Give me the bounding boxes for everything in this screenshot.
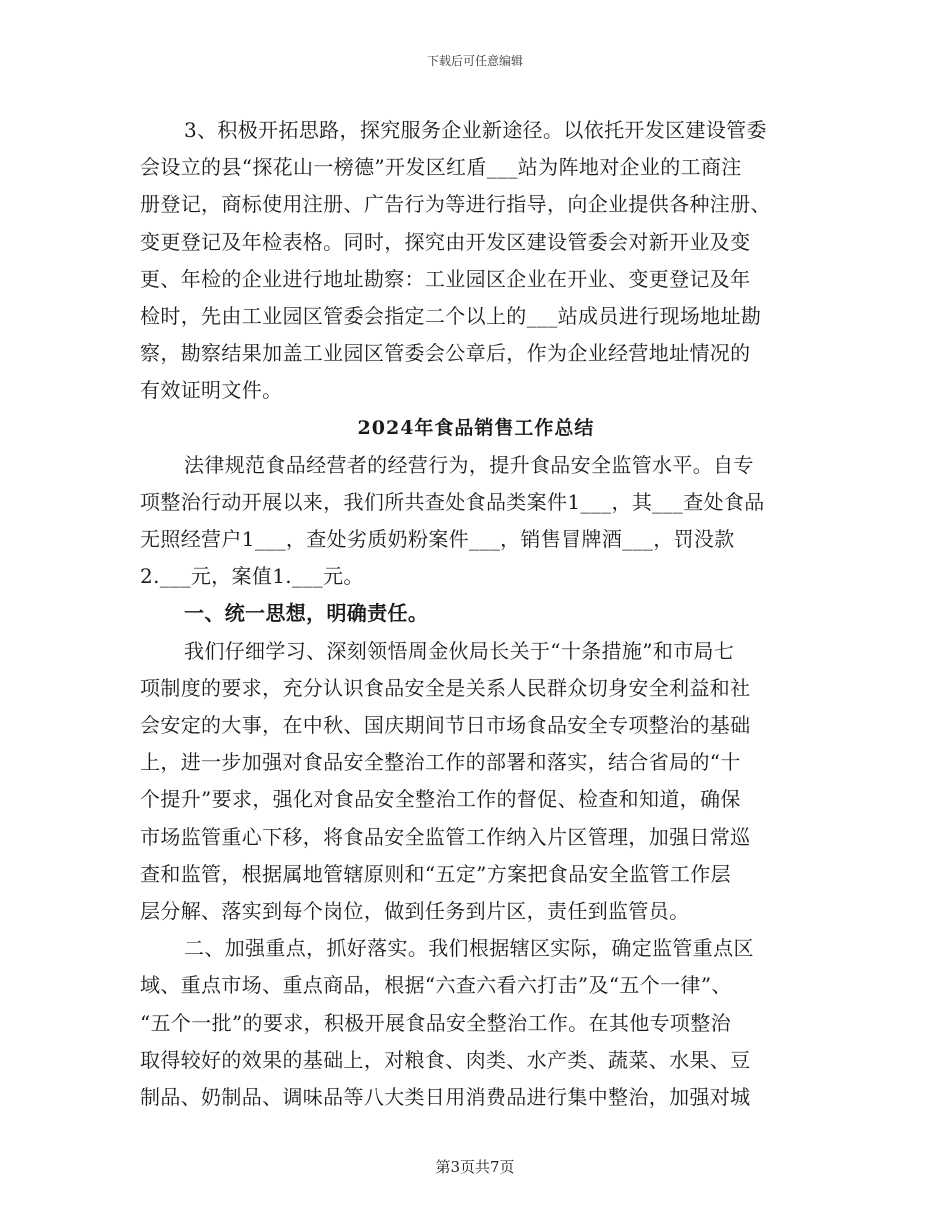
- body-text-line: 上，进一步加强对食品安全整治工作的部署和落实，结合省局的“十: [140, 750, 741, 775]
- body-text-line: 二、加强重点，抓好落实。我们根据辖区实际，确定监管重点区: [184, 936, 754, 961]
- body-text-line: 层分解、落实到每个岗位，做到任务到片区，责任到监管员。: [140, 898, 690, 923]
- body-text-line: 2.___元，案值1.___元。: [140, 564, 364, 589]
- body-text-line: 市场监管重心下移，将食品安全监管工作纳入片区管理，加强日常巡: [140, 824, 751, 849]
- document-body: [140, 112, 812, 1116]
- body-text-line: 查和监管，根据属地管辖原则和“五定”方案把食品安全监管工作层: [140, 861, 731, 886]
- body-text-line: 项整治行动开展以来，我们所共查处食品类案件1___，其___查处食品: [140, 489, 765, 514]
- body-text-line: 册登记，商标使用注册、广告行为等进行指导，向企业提供各种注册、: [140, 192, 771, 217]
- body-text-line: 制品、奶制品、调味品等八大类日用消费品进行集中整治，加强对城: [140, 1084, 751, 1109]
- body-text-line: 检时，先由工业园区管委会指定二个以上的___站成员进行现场地址勘: [140, 303, 762, 328]
- body-text-line: 更、年检的企业进行地址勘察：工业园区企业在开业、变更登记及年: [140, 266, 751, 291]
- body-text-line: 会设立的县“探花山一榜德”开发区红盾___站为阵地对企业的工商注: [140, 155, 742, 180]
- body-text-line: 变更登记及年检表格。同时，探究由开发区建设管委会对新开业及变: [140, 229, 751, 254]
- body-text-line: “五个一批”的要求，积极开展食品安全整治工作。在其他专项整治: [140, 1010, 731, 1035]
- body-text-line: 个提升”要求，强化对食品安全整治工作的督促、检查和知道，确保: [140, 787, 741, 812]
- body-text-line: 域、重点市场、重点商品，根据“六查六看六打击”及“五个一律”、: [140, 973, 732, 998]
- body-text-line: 察，勘察结果加盖工业园区管委会公章后，作为企业经营地址情况的: [140, 341, 751, 366]
- body-text-line: 有效证明文件。: [140, 378, 283, 403]
- body-text-line: 项制度的要求，充分认识食品安全是关系人民群众切身安全利益和社: [140, 675, 751, 700]
- section-heading: 一、统一思想，明确责任。: [184, 601, 429, 626]
- section-title: 2024年食品销售工作总结: [357, 416, 595, 439]
- page-header-note: 下载后可任意编辑: [426, 54, 523, 68]
- body-text-line: 会安定的大事，在中秋、国庆期间节日市场食品安全专项整治的基础: [140, 713, 751, 737]
- body-text-line: 我们仔细学习、深刻领悟周金伙局长关于“十条措施”和市局七: [184, 638, 735, 663]
- page-footer: 第3页共7页: [435, 1158, 515, 1176]
- body-text-line: 无照经营户1___，查处劣质奶粉案件___，销售冒牌酒___，罚没款: [140, 527, 735, 552]
- body-text-line: 3、积极开拓思路，探究服务企业新途径。以依托开发区建设管委: [184, 118, 767, 142]
- body-text-line: 取得较好的效果的基础上，对粮食、肉类、水产类、蔬菜、水果、豆: [140, 1047, 751, 1072]
- body-text-line: 法律规范食品经营者的经营行为，提升食品安全监管水平。自专: [184, 452, 754, 477]
